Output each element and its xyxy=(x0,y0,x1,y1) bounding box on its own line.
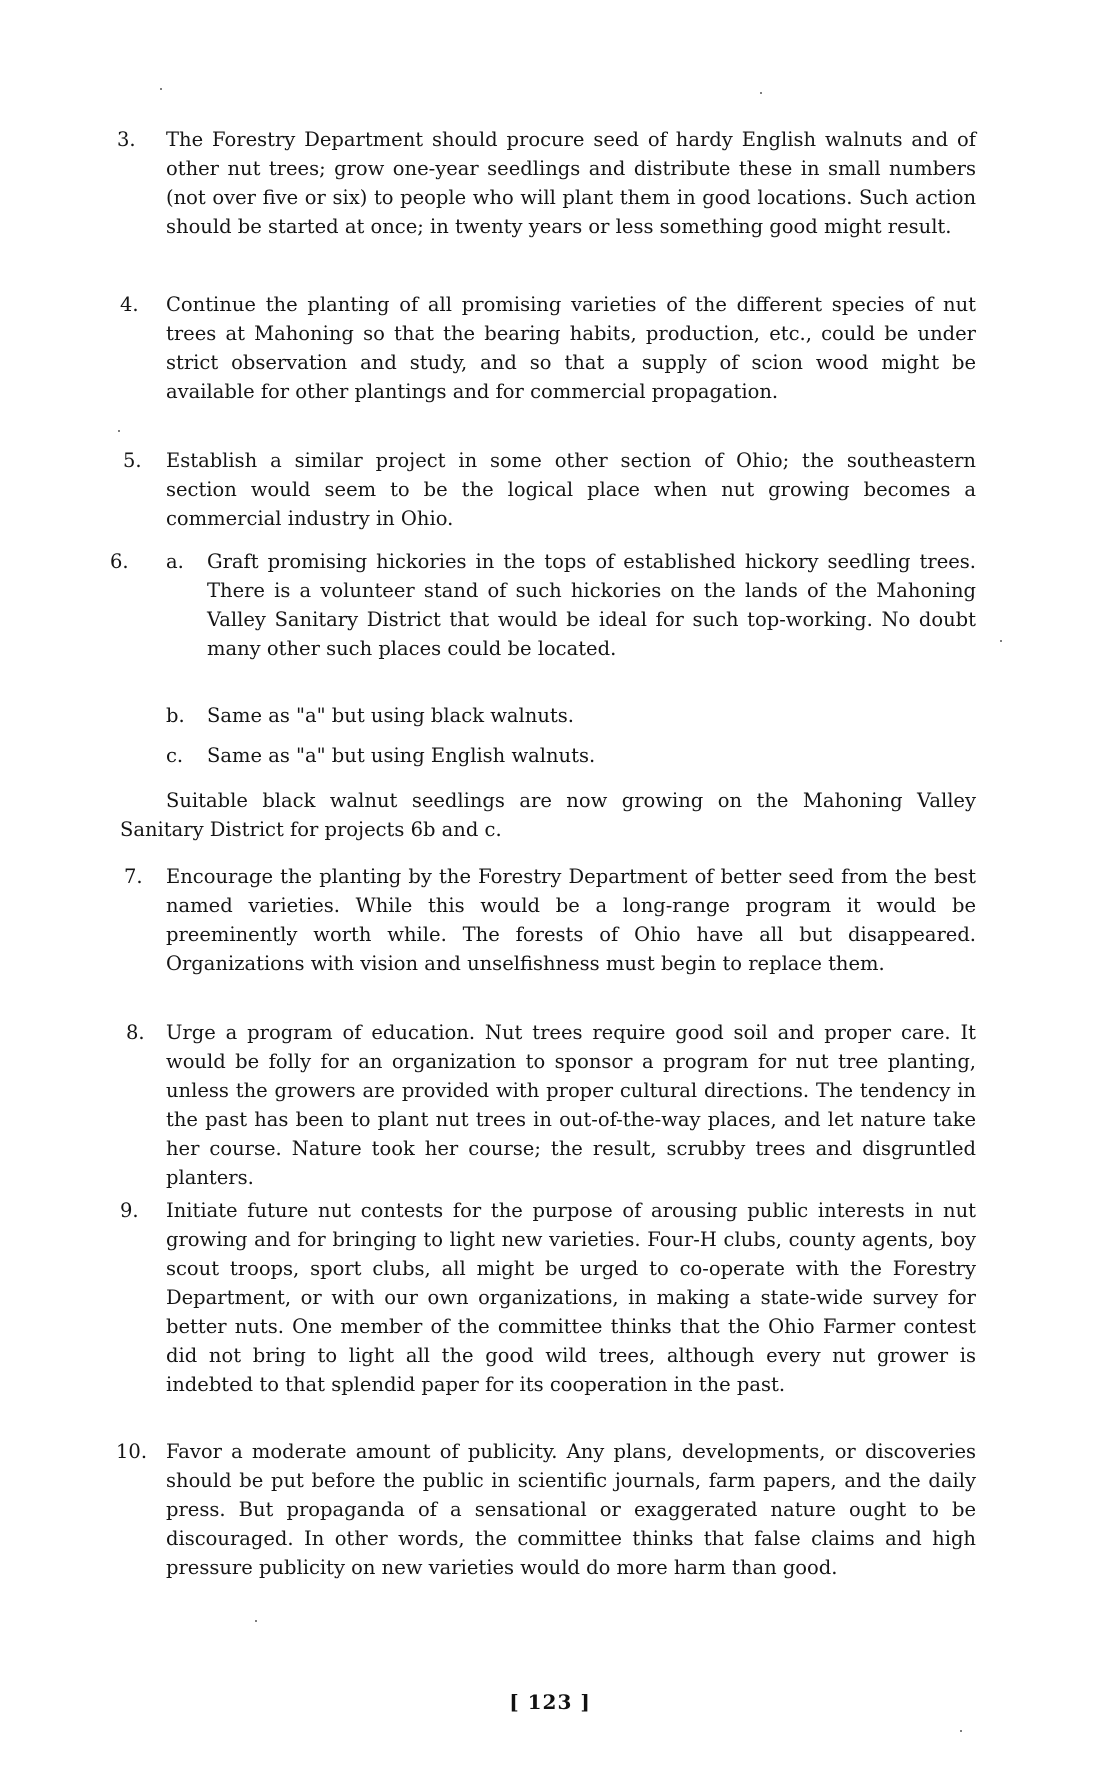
item-number: 5. xyxy=(123,449,142,472)
scan-speck xyxy=(255,1620,257,1622)
sub-item-paragraph: Same as "a" but using English walnuts. xyxy=(207,744,596,767)
recommendation-paragraph: Continue the planting of all promising varieties of the different species of nut trees at Mahoning so that the bearing habits, production, etc., could be under strict observation and study, and so that a supply of scion wood might be available for other plantings and for commercial propagation. xyxy=(166,293,976,403)
item-number: 8. xyxy=(126,1021,145,1044)
page-number: [ 123 ] xyxy=(509,1690,591,1714)
recommendation-paragraph: Urge a program of education. Nut trees require good soil and proper care. It would be folly for an organization to sponsor a program for nut tree planting, unless the growers are provided with proper cultural directions. The tendency in the past has been to plant nut trees in out-of-the-way places, and let nature take her course. Nature took her course; the result, scrubby trees and disgruntled planters. xyxy=(166,1021,976,1189)
scan-speck xyxy=(1000,640,1002,642)
item-number: 9. xyxy=(120,1199,139,1222)
sub-item-paragraph: Same as "a" but using black walnuts. xyxy=(207,704,574,727)
recommendation-paragraph: Establish a similar project in some other section of Ohio; the southeastern section would seem to be the logical place when nut growing becomes a commercial industry in Ohio. xyxy=(166,449,976,530)
item-number: 10. xyxy=(116,1440,148,1463)
scan-speck xyxy=(960,1730,962,1732)
item-number: 4. xyxy=(120,293,139,316)
sub-item-paragraph: Graft promising hickories in the tops of established hickory seedling trees. There is a volunteer stand of such hickories on the lands of the Mahoning Valley Sanitary District that would be ideal for such top-working. No doubt many other such places could be located. xyxy=(207,550,976,660)
item-number: 3. xyxy=(117,128,136,151)
item-number: 7. xyxy=(124,865,143,888)
recommendation-paragraph: Encourage the planting by the Forestry Department of better seed from the best named varieties. While this would be a long-range program it would be preeminently worth while. The forests of Ohio have all but disappeared. Organizations with vision and unselfishness must begin to replace them. xyxy=(166,865,976,975)
item-number: 6. xyxy=(110,550,129,573)
scan-speck xyxy=(160,88,162,90)
note-paragraph: Suitable black walnut seedlings are now growing on the Mahoning Valley Sanitary District for projects 6b and c. xyxy=(120,789,976,841)
recommendation-paragraph: The Forestry Department should procure seed of hardy English walnuts and of other nut trees; grow one-year seedlings and distribute these in small numbers (not over five or six) to people who will plant them in good locations. Such action should be started at once; in twenty years or less something good might result. xyxy=(166,128,976,238)
sub-item-letter: b. xyxy=(166,704,185,727)
scan-speck xyxy=(118,430,120,432)
recommendation-paragraph: Favor a moderate amount of publicity. Any plans, developments, or discoveries should be put before the public in scientific journals, farm papers, and the daily press. But propaganda of a sensational or exaggerated nature ought to be discouraged. In other words, the committee thinks that false claims and high pressure publicity on new varieties would do more harm than good. xyxy=(166,1440,976,1579)
sub-item-letter: c. xyxy=(166,744,184,767)
recommendation-paragraph: Initiate future nut contests for the purpose of arousing public interests in nut growing and for bringing to light new varieties. Four-H clubs, county agents, boy scout troops, sport clubs, all might be urged to co-operate with the Forestry Department, or with our own organizations, in making a state-wide survey for better nuts. One member of the committee thinks that the Ohio Farmer contest did not bring to light all the good wild trees, although every nut grower is indebted to that splendid paper for its cooperation in the past. xyxy=(166,1199,976,1396)
scan-speck xyxy=(760,92,762,94)
sub-item-letter: a. xyxy=(166,550,184,573)
